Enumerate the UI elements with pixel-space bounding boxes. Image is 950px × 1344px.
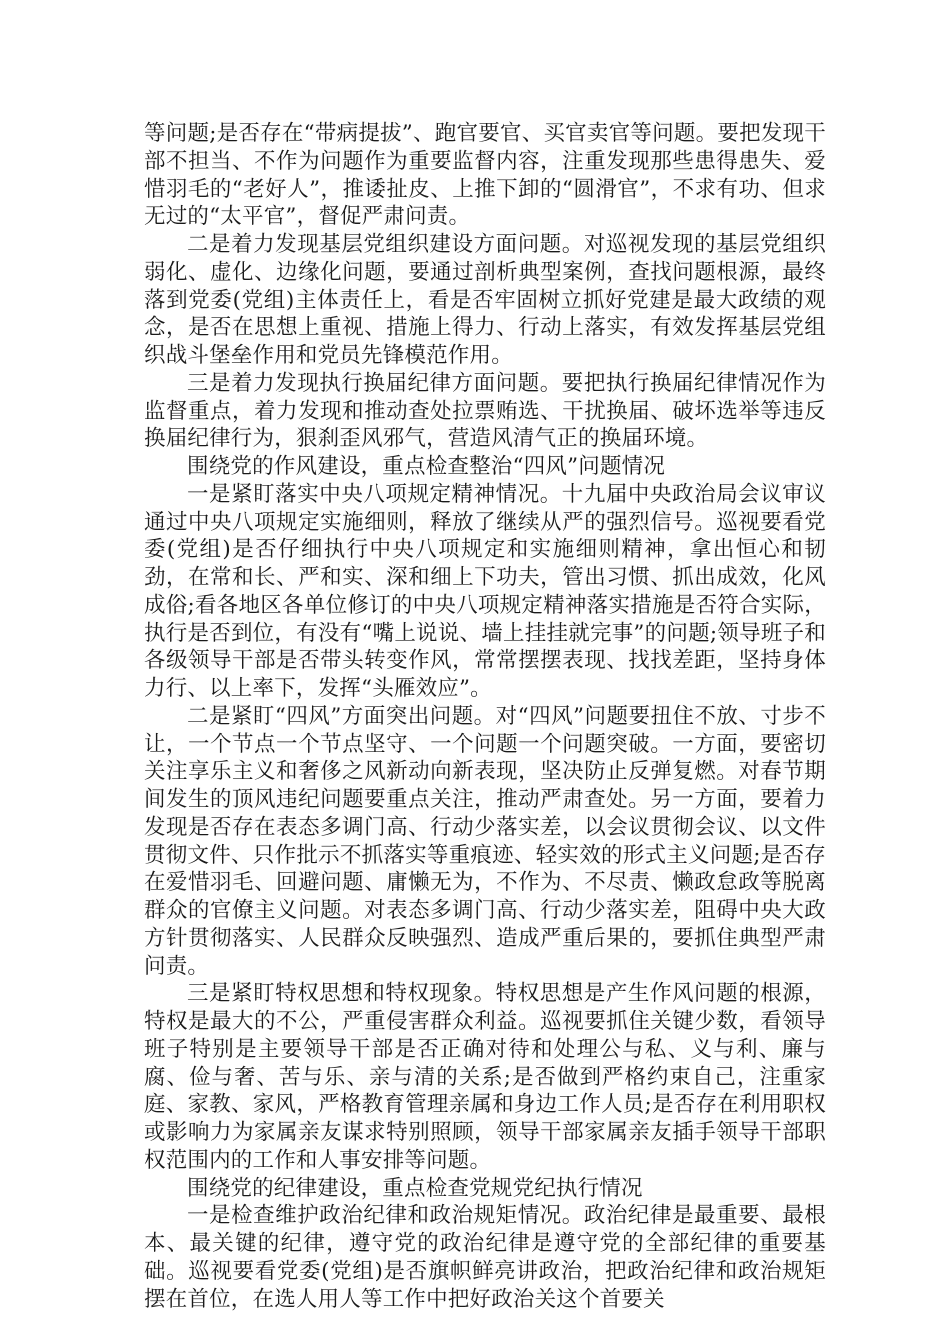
paragraph-1: 等问题;是否存在“带病提拔”、跑官要官、买官卖官等问题。要把发现干部不担当、不作为问题作为重要监督内容，注重发现那些患得患失、爱惜羽毛的“老好人”，推诿扯皮、上推下卸的“圆滑官”，不求有功、但求无过的“太平官”，督促严肃问责。 [144, 121, 826, 230]
document-page [144, 120, 826, 1313]
section-heading-discipline: 围绕党的纪律建设，重点检查党规党纪执行情况 [187, 1175, 643, 1201]
paragraph-4: 一是紧盯落实中央八项规定精神情况。十九届中央政治局会议审议通过中央八项规定实施细则，释放了继续从严的强烈信号。巡视要看党委(党组)是否仔细执行中央八项规定和实施细则精神，拿出恒心和韧劲，在常和长、严和实、深和细上下功夫，管出习惯、抓出成效，化风成俗;看各地区各单位修订的中央八项规定精神落实措施是否符合实际，执行是否到位，有没有“嘴上说说、墙上挂挂就完事”的问题;领导班子和各级领导干部是否带头转变作风，常常摆摆表现、找找差距，坚持身体力行、以上率下，发挥“头雁效应”。 [144, 481, 826, 701]
paragraph-3: 三是着力发现执行换届纪律方面问题。要把执行换届纪律情况作为监督重点，着力发现和推动查处拉票贿选、干扰换届、破坏选举等违反换届纪律行为，狠刹歪风邪气，营造风清气正的换届环境。 [144, 370, 826, 452]
section-heading-style: 围绕党的作风建设，重点检查整治“四风”问题情况 [187, 454, 666, 479]
paragraph-5: 二是紧盯“四风”方面突出问题。对“四风”问题要扭住不放、寸步不让，一个节点一个节点坚守、一个问题一个问题突破。一方面，要密切关注享乐主义和奢侈之风新动向新表现，坚决防止反弹复燃。对春节期间发生的顶风违纪问题要重点关注，推动严肃查处。另一方面，要着力发现是否存在表态多调门高、行动少落实差，以会议贯彻会议、以文件贯彻文件、只作批示不抓落实等重痕迹、轻实效的形式主义问题;是否存在爱惜羽毛、回避问题、庸懒无为，不作为、不尽责、懒政怠政等脱离群众的官僚主义问题。对表态多调门高、行动少落实差，阻碍中央大政方针贯彻落实、人民群众反映强烈、造成严重后果的，要抓住典型严肃问责。 [144, 703, 826, 979]
paragraph-6: 三是紧盯特权思想和特权现象。特权思想是产生作风问题的根源，特权是最大的不公，严重侵害群众利益。巡视要抓住关键少数，看领导班子特别是主要领导干部是否正确对待和处理公与私、义与利、廉与腐、俭与奢、苦与乐、亲与清的关系;是否做到严格约束自己，注重家庭、家教、家风，严格教育管理亲属和身边工作人员;是否存在利用职权或影响力为家属亲友谋求特别照顾，领导干部家属亲友插手领导干部职权范围内的工作和人事安排等问题。 [144, 981, 826, 1173]
paragraph-7: 一是检查维护政治纪律和政治规矩情况。政治纪律是最重要、最根本、最关键的纪律，遵守党的政治纪律是遵守党的全部纪律的重要基础。巡视要看党委(党组)是否旗帜鲜亮讲政治，把政治纪律和政治规矩摆在首位，在选人用人等工作中把好政治关这个首要关 [144, 1203, 826, 1312]
paragraph-2: 二是着力发现基层党组织建设方面问题。对巡视发现的基层党组织弱化、虚化、边缘化问题，要通过剖析典型案例，查找问题根源，最终落到党委(党组)主体责任上，看是否牢固树立抓好党建是最大政绩的观念，是否在思想上重视、措施上得力、行动上落实，有效发挥基层党组织战斗堡垒作用和党员先锋模范作用。 [144, 232, 826, 368]
